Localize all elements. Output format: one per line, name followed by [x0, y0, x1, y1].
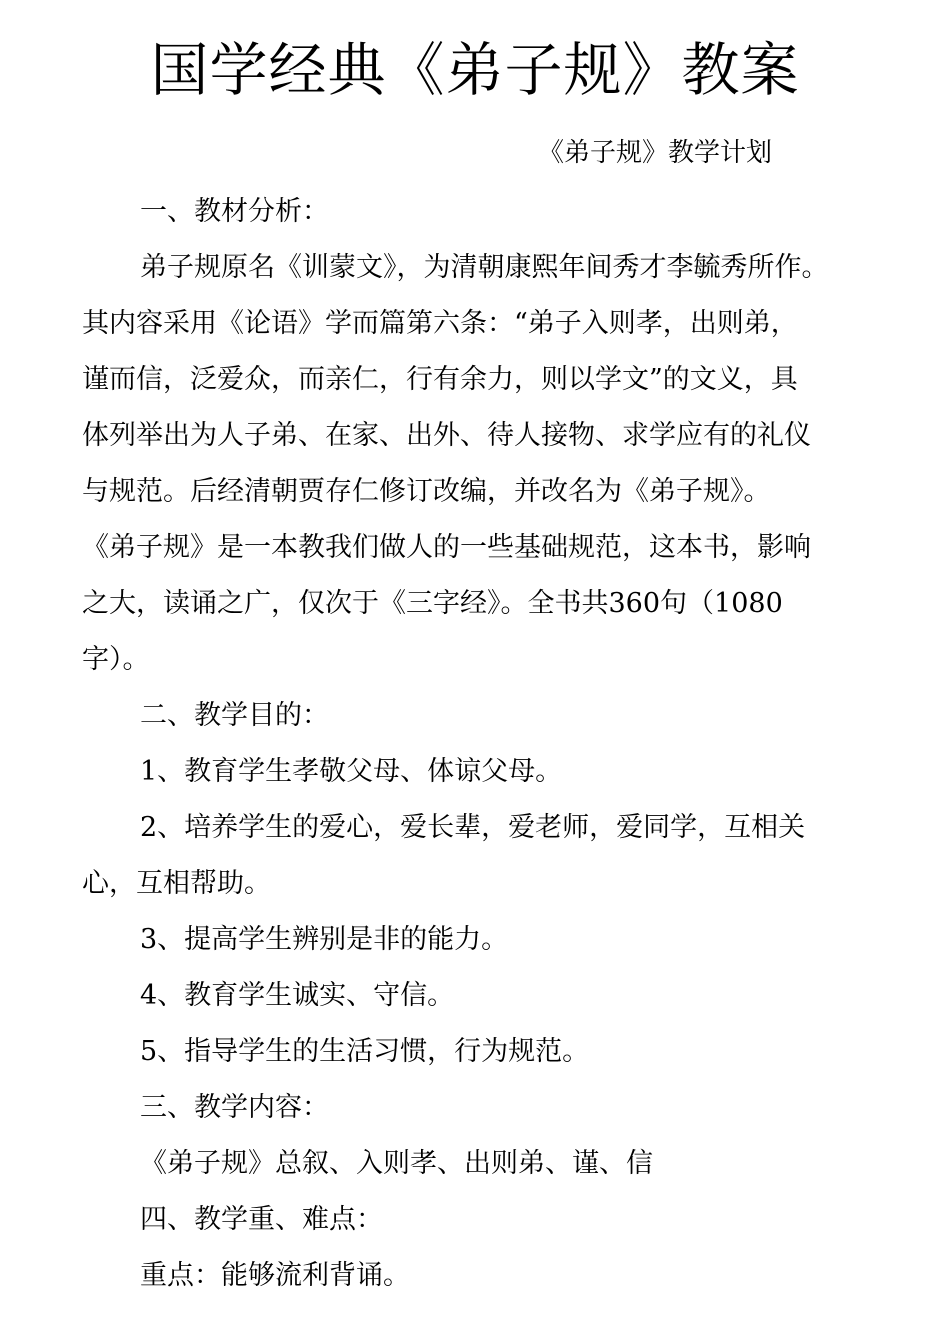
- objective-item: 2、培养学生的爱心，爱长辈，爱老师，爱同学，互相关: [140, 812, 806, 843]
- section-heading-objectives: 二、教学目的：: [140, 700, 329, 731]
- paragraph-line: 弟子规原名《训蒙文》，为清朝康熙年间秀才李毓秀所作。: [140, 252, 829, 283]
- objective-item: 4、教育学生诚实、守信。: [140, 980, 455, 1011]
- paragraph-line: 体列举出为人子弟、在家、出外、待人接物、求学应有的礼仪: [82, 420, 811, 451]
- objective-item: 5、指导学生的生活习惯，行为规范。: [140, 1036, 590, 1067]
- paragraph-line: 与规范。后经清朝贾存仁修订改编，并改名为《弟子规》。: [82, 476, 771, 507]
- objective-item: 1、教育学生孝敬父母、体谅父母。: [140, 756, 563, 787]
- key-point-text: 重点：能够流利背诵。: [140, 1260, 410, 1291]
- section-heading-content: 三、教学内容：: [140, 1092, 329, 1123]
- document-subtitle: 《弟子规》教学计划: [538, 138, 773, 168]
- paragraph-line: 其内容采用《论语》学而篇第六条：“弟子入则孝，出则弟，: [82, 308, 798, 339]
- paragraph-line: 字）。: [82, 644, 150, 675]
- section-heading-key-points: 四、教学重、难点：: [140, 1204, 383, 1235]
- paragraph-line: 之大，读诵之广，仅次于《三字经》。全书共360句（1080: [82, 588, 783, 619]
- paragraph-line: 《弟子规》是一本教我们做人的一些基础规范，这本书，影响: [82, 532, 811, 563]
- section-heading-materials: 一、教材分析：: [140, 196, 329, 227]
- teaching-content-text: 《弟子规》总叙、入则孝、出则弟、谨、信: [140, 1148, 653, 1179]
- objective-item: 3、提高学生辨别是非的能力。: [140, 924, 509, 955]
- objective-item-continuation: 心，互相帮助。: [82, 868, 271, 899]
- document-title: 国学经典《弟子规》教案: [150, 36, 800, 104]
- paragraph-line: 谨而信，泛爱众，而亲仁，行有余力，则以学文”的文义，具: [82, 364, 798, 395]
